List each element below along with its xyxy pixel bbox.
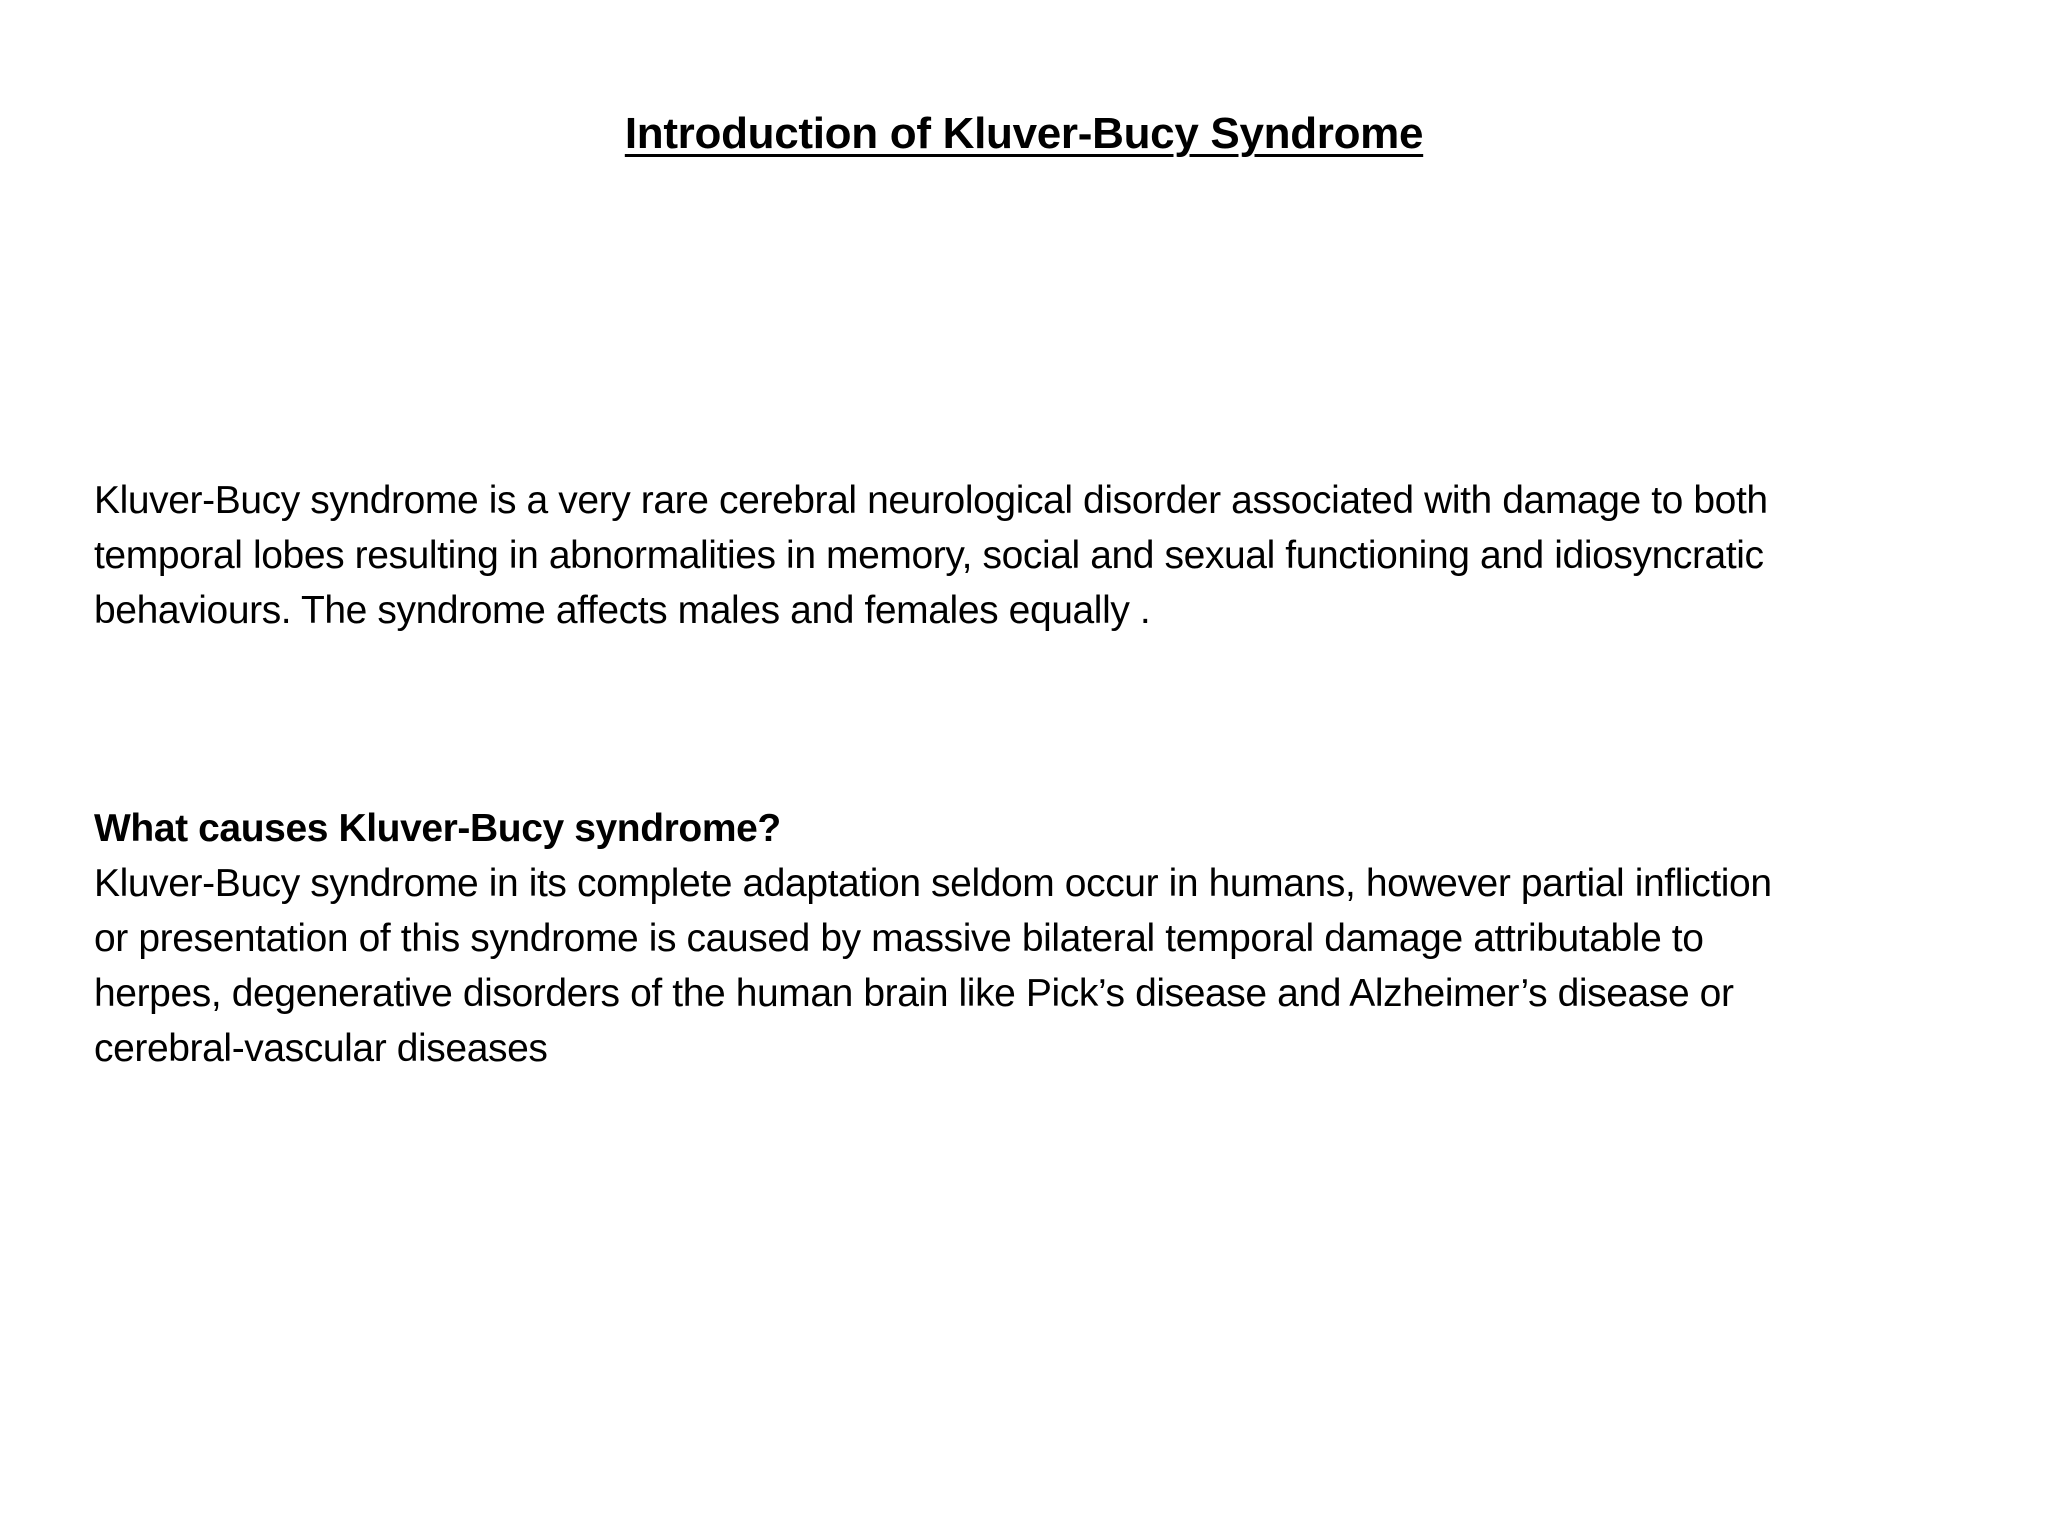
- causes-line: Kluver-Bucy syndrome in its complete adaptation seldom occur in humans, however partial infliction: [94, 862, 1772, 905]
- causes-heading: What causes Kluver-Bucy syndrome?: [94, 807, 781, 850]
- intro-paragraph: [94, 473, 1994, 638]
- intro-line: temporal lobes resulting in abnormalities in memory, social and sexual functioning and idiosyncratic: [94, 534, 1764, 577]
- causes-line: cerebral-vascular diseases: [94, 1027, 548, 1070]
- intro-line: behaviours. The syndrome affects males and females equally .: [94, 589, 1151, 632]
- slide-title: Introduction of Kluver-Bucy Syndrome: [624, 109, 1424, 158]
- intro-line: Kluver-Bucy syndrome is a very rare cerebral neurological disorder associated with damage to both: [94, 479, 1768, 522]
- causes-section: [94, 801, 1994, 1076]
- causes-line: or presentation of this syndrome is caused by massive bilateral temporal damage attributable to: [94, 917, 1704, 960]
- causes-line: herpes, degenerative disorders of the human brain like Pick’s disease and Alzheimer’s disease or: [94, 972, 1734, 1015]
